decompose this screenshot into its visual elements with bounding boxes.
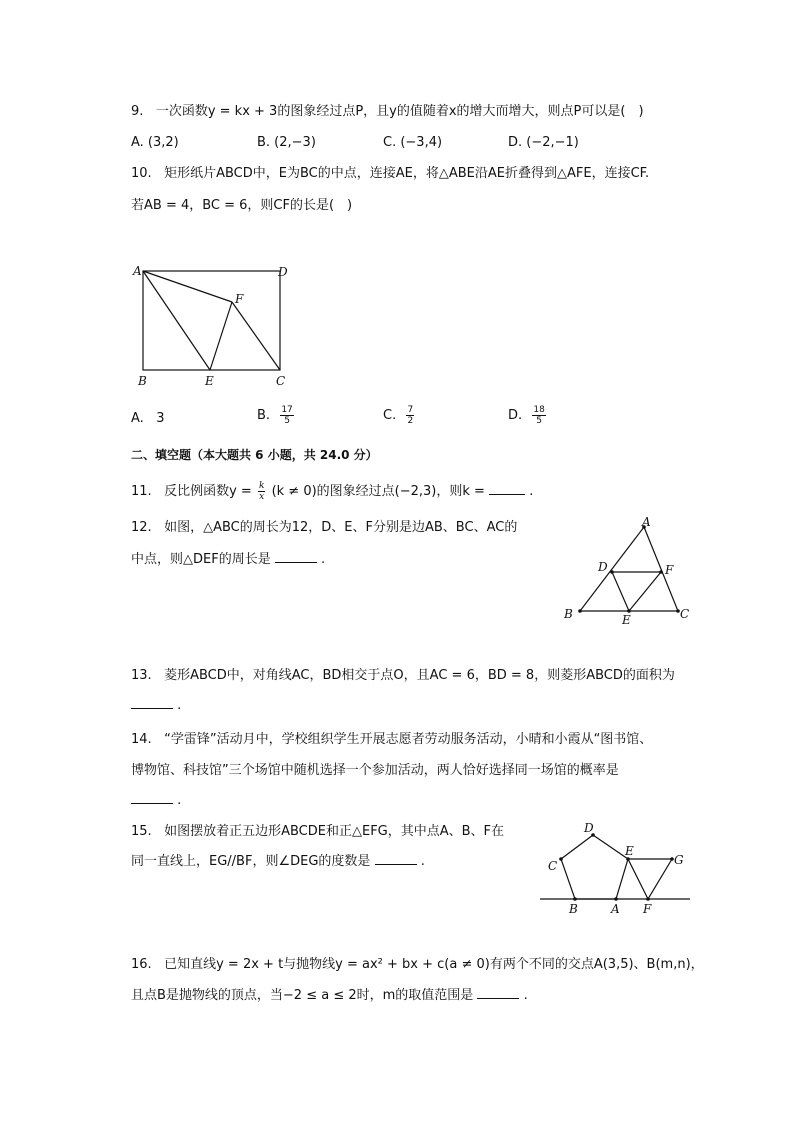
q12-text-line2: 中点，则△DEF的周长是 [131, 552, 271, 567]
q9-option-c: C. (−3,4) [383, 135, 443, 150]
answer-blank[interactable] [275, 550, 317, 563]
q12-stem-line1 [131, 518, 517, 538]
answer-blank[interactable] [375, 852, 417, 865]
q10-stem-line2: 若AB = 4，BC = 6，则CF的长是( ) [131, 198, 353, 213]
q12-text-line1: 如图，△ABC的周长为12，D、E、F分别是边AB、BC、AC的 [164, 520, 518, 535]
q11-text-post: (k ≠ 0)的图象经过点(−2,3)，则k = [271, 484, 485, 499]
q10-text-line1: 矩形纸片ABCD中，E为BC的中点，连接AE，将△ABE沿AE折叠得到△AFE，连接CF. [164, 166, 650, 181]
q12-number: 12. [131, 520, 152, 535]
answer-blank[interactable] [131, 791, 173, 804]
q13-answer-line [131, 696, 181, 716]
q16-text-line1: 已知直线y = 2x + t与抛物线y = ax² + bx + c(a ≠ 0)有两个不同的交点A(3,5)、B(m,n)， [164, 957, 704, 972]
q10-rectangle-figure [128, 258, 298, 390]
q10-option-c [383, 405, 416, 426]
q16-end: . [523, 988, 528, 1003]
fraction-numerator: k [258, 481, 265, 491]
segment-fe [210, 302, 232, 370]
point-d [610, 570, 614, 574]
q10-option-d [508, 405, 548, 426]
point-label-e: E [625, 844, 634, 858]
q15-stem-line2 [131, 852, 425, 872]
fraction-numerator: 18 [533, 405, 545, 415]
point-label-a: A [611, 902, 620, 916]
q15-end: . [420, 854, 425, 869]
q15-pentagon-figure [535, 815, 695, 918]
point-b [573, 897, 577, 901]
q10-option-d-fraction [532, 405, 545, 426]
point-label-c: C [276, 374, 286, 388]
q11-fraction [258, 481, 265, 502]
answer-blank[interactable] [489, 482, 525, 495]
q16-text-line2: 且点B是抛物线的顶点，当−2 ≤ a ≤ 2时，m的取值范围是 [131, 988, 474, 1003]
point-label-b: B [564, 607, 573, 621]
fraction-denominator: 5 [536, 416, 543, 426]
point-f [659, 570, 663, 574]
point-label-d: D [598, 560, 608, 574]
q16-stem-line1 [131, 955, 704, 975]
q10-option-b-fraction [280, 405, 293, 426]
point-label-c: C [680, 607, 690, 621]
q11-text-pre: 反比例函数y = [164, 484, 252, 499]
q16-stem-line2 [131, 986, 528, 1006]
section-heading: 二、填空题（本大题共 6 小题，共 24.0 分） [131, 448, 378, 462]
point-label-b: B [138, 374, 147, 388]
q13-text: 菱形ABCD中，对角线AC，BD相交于点O，且AC = 6，BD = 8，则菱形ABCD的面积为 [164, 668, 675, 683]
point-label-f: F [665, 563, 674, 577]
q12-end: . [320, 552, 326, 567]
q9-stem [131, 102, 644, 122]
q11-end: . [529, 484, 534, 499]
q14-number: 14. [131, 732, 152, 747]
q15-text-line1: 如图摆放着正五边形ABCDE和正△EFG，其中点A、B、F在 [164, 824, 505, 839]
q11-number: 11. [131, 484, 152, 499]
q9-option-d: D. (−2,−1) [508, 135, 579, 150]
triangle-def [612, 572, 661, 611]
point-label-c: C [548, 859, 558, 873]
fraction-denominator: 5 [284, 416, 290, 426]
q10-option-b [257, 405, 296, 426]
point-label-a: A [133, 264, 142, 278]
q16-number: 16. [131, 957, 152, 972]
fraction-denominator: 2 [407, 416, 414, 426]
point-f [646, 897, 650, 901]
fraction-numerator: 17 [281, 405, 293, 415]
pentagon-abcde [561, 835, 628, 899]
point-label-f: F [643, 902, 652, 916]
q13-number: 13. [131, 668, 152, 683]
q10-option-c-prefix: C. [383, 408, 397, 423]
q10-number: 10. [131, 166, 152, 181]
segment-fc [232, 302, 280, 370]
q14-text-line1: “学雷锋”活动月中，学校组织学生开展志愿者劳动服务活动，小晴和小霞从“图书馆、 [164, 732, 653, 747]
point-label-g: G [674, 853, 684, 867]
q14-answer-line [131, 791, 181, 811]
q10-option-a [131, 409, 164, 429]
q9-number: 9. [131, 104, 144, 119]
q12-triangle-figure [560, 515, 700, 630]
q10-option-a-prefix: A. [131, 411, 144, 426]
q10-option-c-fraction [406, 405, 414, 426]
q9-text: 一次函数y = kx + 3的图象经过点P，且y的值随着x的增大而增大，则点P可以是( ) [155, 104, 644, 119]
segment-ae [143, 271, 210, 370]
point-label-f: F [235, 292, 244, 306]
segment-af [143, 271, 232, 302]
q13-stem [131, 666, 675, 686]
point-label-d: D [278, 265, 288, 279]
triangle-efg [628, 859, 672, 899]
point-label-e: E [205, 374, 214, 388]
fraction-numerator: 7 [407, 405, 414, 415]
point-c [559, 857, 563, 861]
q10-stem-line1 [131, 164, 649, 184]
q9-option-a: A. (3,2) [131, 135, 179, 150]
q10-option-b-prefix: B. [257, 408, 271, 423]
q13-end: . [177, 698, 182, 713]
q14-stem-line1 [131, 730, 652, 750]
fraction-denominator: x [259, 492, 265, 502]
triangle-abc [580, 527, 678, 611]
answer-blank[interactable] [131, 696, 173, 709]
q15-stem-line1 [131, 822, 504, 842]
q15-text-line2: 同一直线上，EG//BF，则∠DEG的度数是 [131, 854, 371, 869]
point-a [614, 897, 618, 901]
point-b [578, 609, 582, 613]
q11-stem [131, 481, 533, 502]
point-label-b: B [569, 902, 578, 916]
point-label-e: E [622, 613, 631, 627]
q10-option-d-prefix: D. [508, 408, 523, 423]
q10-option-a-value: 3 [156, 411, 165, 426]
q12-stem-line2 [131, 550, 325, 570]
q14-stem-line2: 博物馆、科技馆”三个场馆中随机选择一个参加活动，两人恰好选择同一场馆的概率是 [131, 763, 619, 778]
q15-number: 15. [131, 824, 152, 839]
point-label-a: A [642, 515, 651, 529]
answer-blank[interactable] [477, 986, 519, 999]
q14-end: . [177, 793, 182, 808]
rectangle-abcd [143, 271, 280, 370]
point-label-d: D [584, 821, 594, 835]
q9-option-b: B. (2,−3) [257, 135, 316, 150]
